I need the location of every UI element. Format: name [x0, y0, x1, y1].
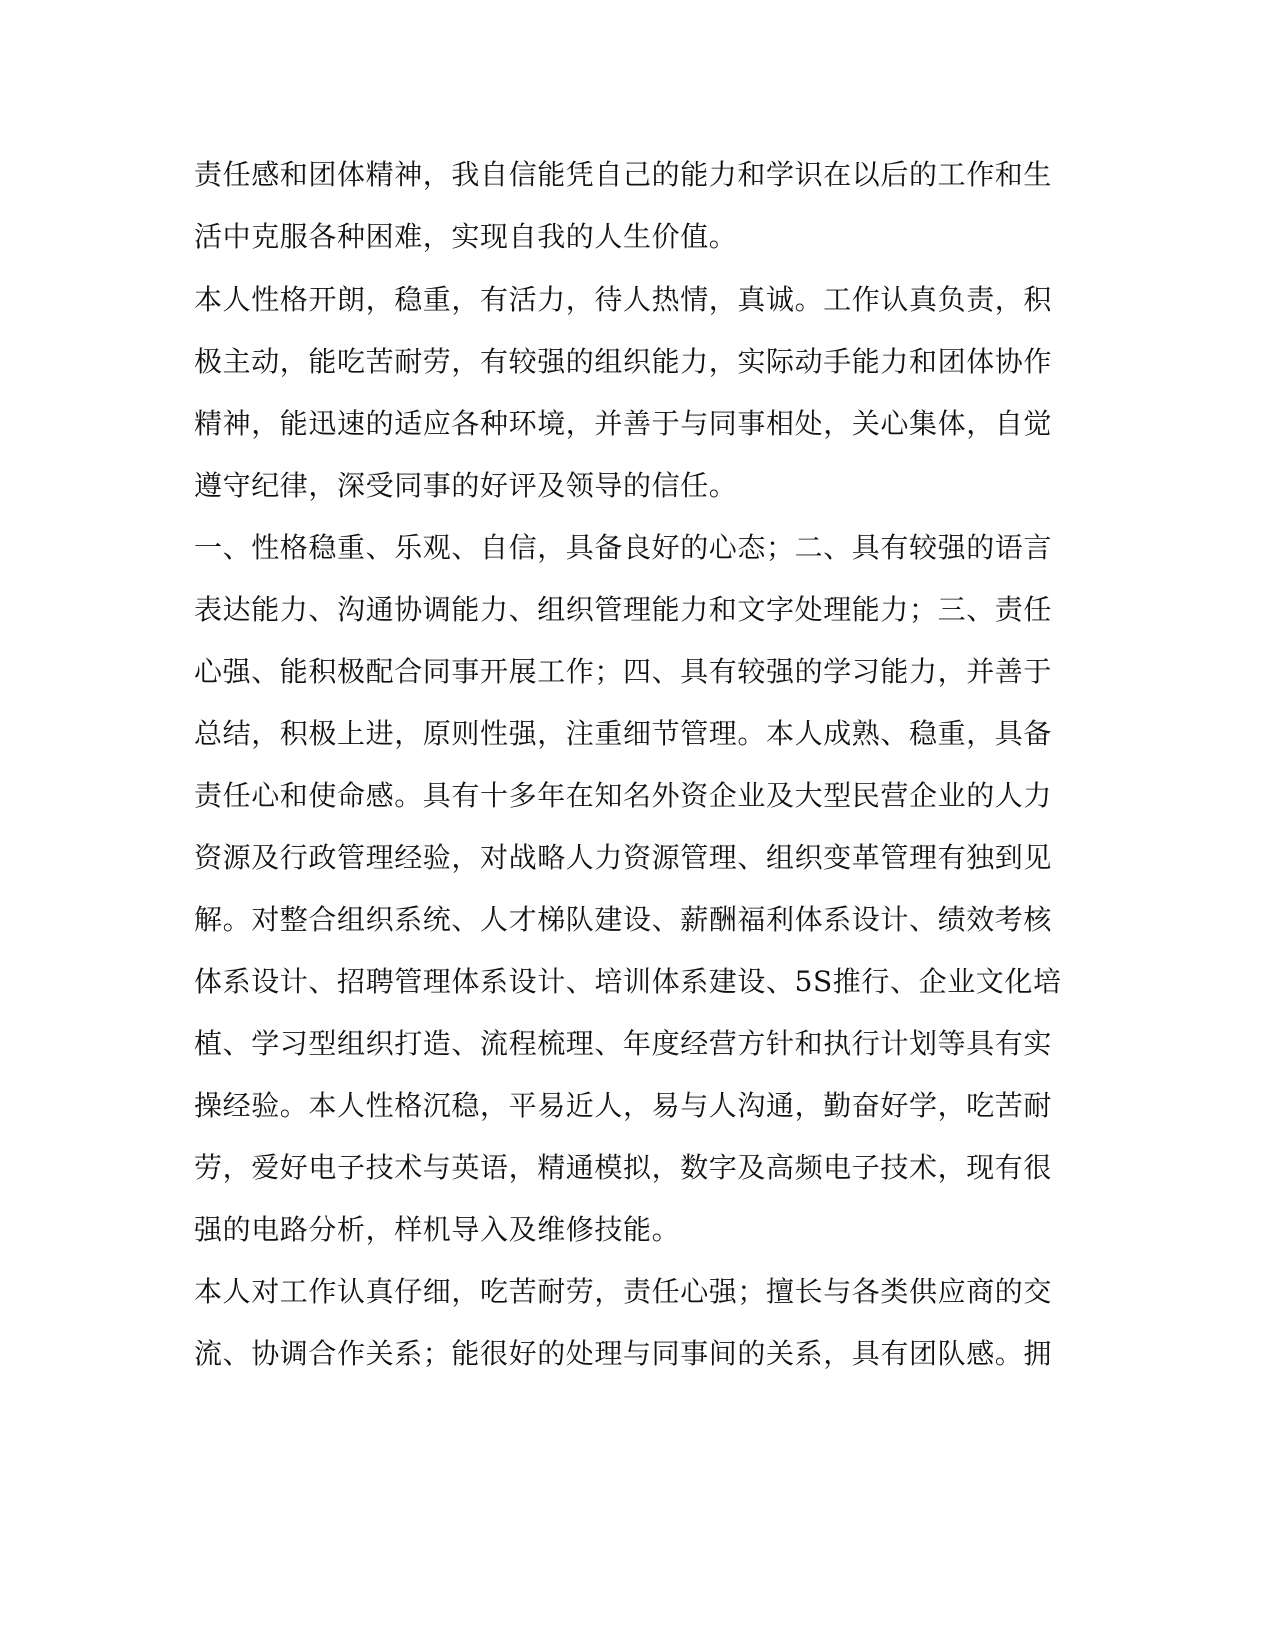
text-line: 活中克服各种困难，实现自我的人生价值。	[194, 220, 738, 253]
text-line: 解。对整合组织系统、人才梯队建设、薪酬福利体系设计、绩效考核	[194, 903, 1053, 936]
text-line: 强的电路分析，样机导入及维修技能。	[194, 1213, 681, 1246]
text-line: 流、协调合作关系；能很好的处理与同事间的关系，具有团队感。拥	[194, 1337, 1053, 1370]
text-line: 劳，爱好电子技术与英语，精通模拟，数字及高频电子技术，现有很	[194, 1151, 1053, 1184]
text-line: 体系设计、招聘管理体系设计、培训体系建设、5S推行、企业文化培	[194, 965, 1062, 998]
text-line: 资源及行政管理经验，对战略人力资源管理、组织变革管理有独到见	[194, 841, 1053, 874]
text-line: 操经验。本人性格沉稳，平易近人，易与人沟通，勤奋好学，吃苦耐	[194, 1089, 1053, 1122]
text-line: 极主动，能吃苦耐劳，有较强的组织能力，实际动手能力和团体协作	[194, 345, 1053, 378]
text-line: 心强、能积极配合同事开展工作；四、具有较强的学习能力，并善于	[194, 655, 1053, 688]
text-line: 责任心和使命感。具有十多年在知名外资企业及大型民营企业的人力	[194, 779, 1053, 812]
text-line: 精神，能迅速的适应各种环境，并善于与同事相处，关心集体，自觉	[194, 407, 1053, 440]
text-line: 植、学习型组织打造、流程梳理、年度经营方针和执行计划等具有实	[194, 1027, 1053, 1060]
text-line: 遵守纪律，深受同事的好评及领导的信任。	[194, 469, 738, 502]
text-line: 表达能力、沟通协调能力、组织管理能力和文字处理能力；三、责任	[194, 593, 1053, 626]
text-line: 责任感和团体精神，我自信能凭自己的能力和学识在以后的工作和生	[194, 158, 1053, 191]
text-line: 本人性格开朗，稳重，有活力，待人热情，真诚。工作认真负责，积	[194, 283, 1053, 316]
text-line: 本人对工作认真仔细，吃苦耐劳，责任心强；擅长与各类供应商的交	[194, 1275, 1053, 1308]
text-line: 一、性格稳重、乐观、自信，具备良好的心态；二、具有较强的语言	[194, 531, 1053, 564]
text-line: 总结，积极上进，原则性强，注重细节管理。本人成熟、稳重，具备	[194, 717, 1053, 750]
